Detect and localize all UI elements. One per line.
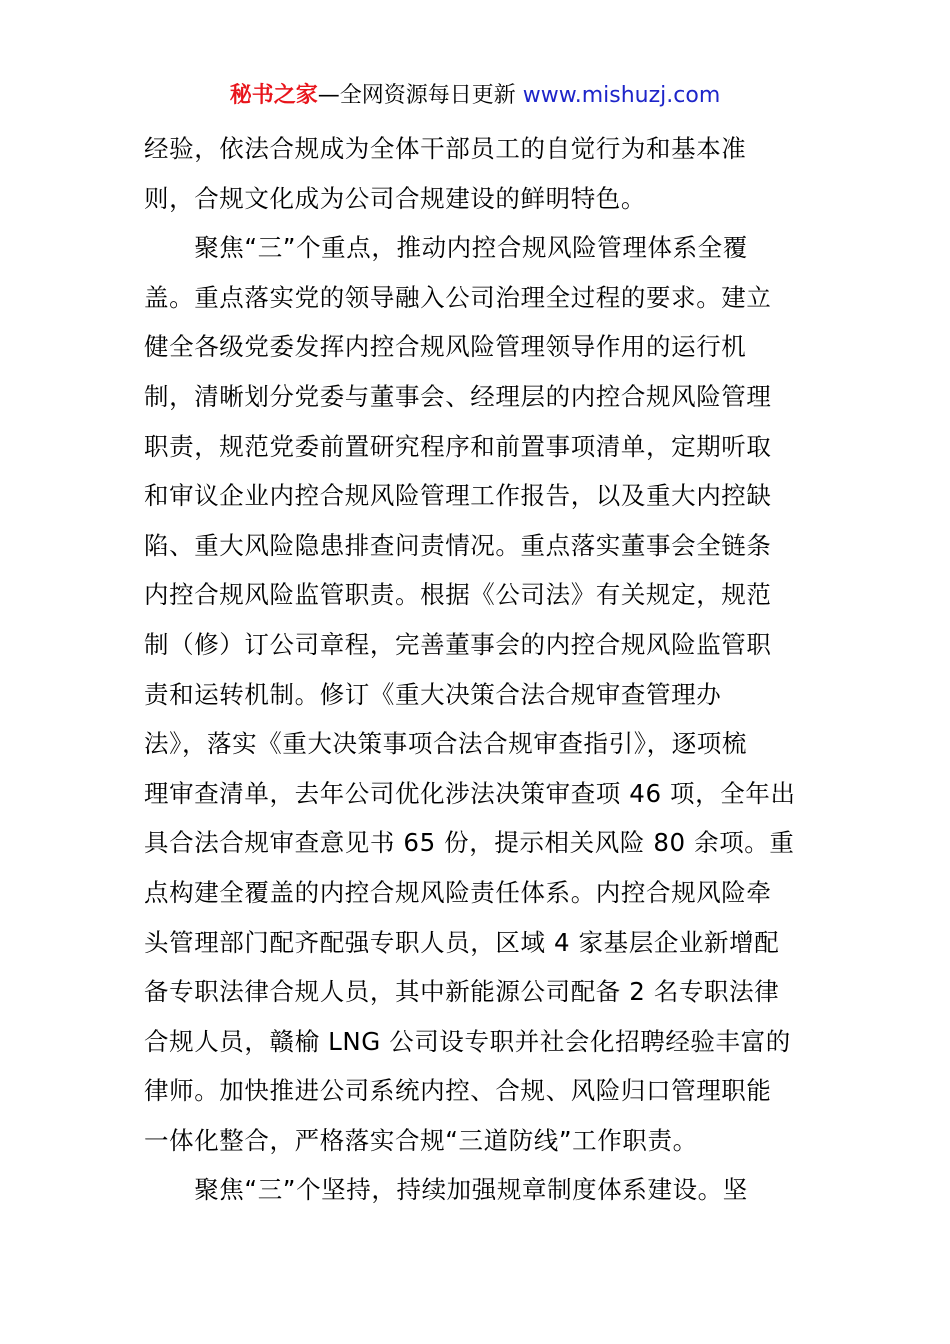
text-line: 内控合规风险监管职责。根据《公司法》有关规定，规范 [144, 580, 772, 610]
text-line: 聚焦“三”个坚持，持续加强规章制度体系建设。坚 [144, 1175, 748, 1205]
text-line: 理审查清单，去年公司优化涉法决策审查项 46 项，全年出 [144, 778, 796, 808]
text-line: 合规人员，赣榆 LNG 公司设专职并社会化招聘经验丰富的 [144, 1026, 791, 1056]
text-line: 经验，依法合规成为全体干部员工的自觉行为和基本准 [144, 134, 747, 163]
site-url-link[interactable]: www.mishuzj.com [522, 83, 721, 108]
text-line: 头管理部门配齐配强专职人员，区域 4 家基层企业新增配 [144, 927, 780, 957]
site-brand: 秘书之家 [229, 83, 318, 108]
text-line: 一体化整合，严格落实合规“三道防线”工作职责。 [144, 1125, 698, 1155]
text-line: 律师。加快推进公司系统内控、合规、风险归口管理职能 [144, 1076, 772, 1106]
text-line: 法》，落实《重大决策事项合法合规审查指引》，逐项梳 [144, 729, 747, 759]
text-line: 则，合规文化成为公司合规建设的鲜明特色。 [144, 183, 646, 213]
text-line: 制，清晰划分党委与董事会、经理层的内控合规风险管理 [144, 381, 772, 411]
document-body [144, 124, 814, 1215]
text-line: 和审议企业内控合规风险管理工作报告，以及重大内控缺 [144, 481, 772, 511]
text-line: 健全各级党委发挥内控合规风险管理领导作用的运行机 [144, 332, 747, 362]
text-line: 制（修）订公司章程，完善董事会的内控合规风险监管职 [144, 629, 772, 659]
site-tagline: —全网资源每日更新 [317, 83, 523, 108]
text-line: 责和运转机制。修订《重大决策合法合规审查管理办 [144, 679, 722, 709]
site-header [0, 78, 950, 114]
text-line: 职责，规范党委前置研究程序和前置事项清单，定期听取 [144, 431, 772, 461]
text-line: 聚焦“三”个重点，推动内控合规风险管理体系全覆 [144, 233, 748, 263]
text-line: 备专职法律合规人员，其中新能源公司配备 2 名专职法律 [144, 977, 780, 1007]
text-line: 具合法合规审查意见书 65 份，提示相关风险 80 余项。重 [144, 828, 795, 858]
text-line: 陷、重大风险隐患排查问责情况。重点落实董事会全链条 [144, 530, 772, 560]
text-line: 点构建全覆盖的内控合规风险责任体系。内控合规风险牵 [144, 877, 772, 907]
text-line: 盖。重点落实党的领导融入公司治理全过程的要求。建立 [144, 282, 772, 312]
